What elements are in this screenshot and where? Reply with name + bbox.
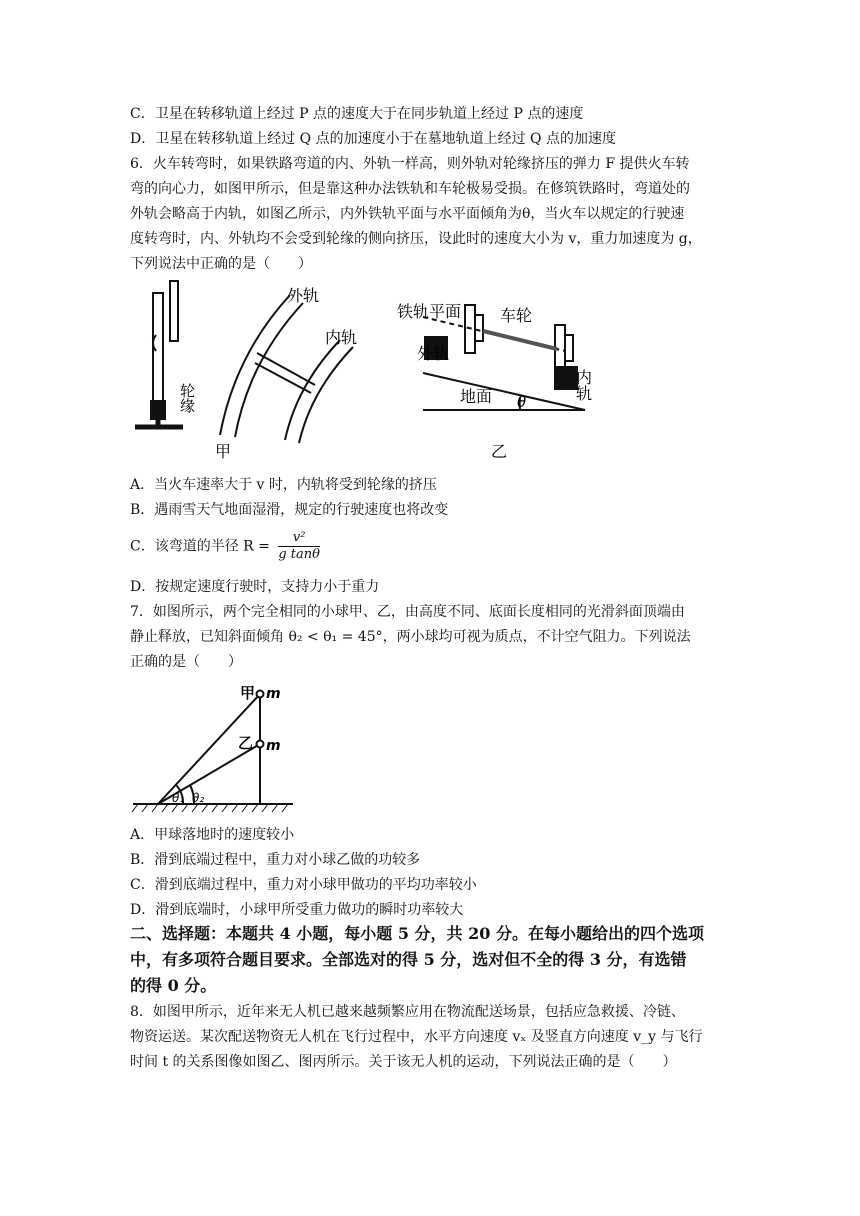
q6-option-c: [130, 530, 320, 563]
label-ball-yi: 乙: [238, 734, 254, 752]
label-jia: 甲: [215, 442, 232, 461]
label-theta2: θ₂: [192, 791, 205, 805]
q8-stem-3: 时间 t 的关系图像如图乙、图丙所示。关于该无人机的运动，下列说法正确的是（ ）: [130, 1054, 677, 1070]
q6-option-b: B．遇雨雪天气地面湿滑，规定的行驶速度也将改变: [130, 502, 449, 518]
section-heading-3: 的得 0 分。: [130, 976, 217, 995]
option-d-prev: D．卫星在转移轨道上经过 Q 点的加速度小于在墓地轨道上经过 Q 点的加速度: [130, 131, 616, 147]
q6-option-c-text: C．该弯道的半径 R =: [130, 538, 270, 555]
label-mass-1: m: [266, 686, 281, 702]
q6-stem-2: 弯的向心力，如图甲所示，但是靠这种办法铁轨和车轮极易受损。在修筑铁路时，弯道处的: [130, 181, 690, 197]
figure-jia: [135, 281, 183, 427]
q6-option-a: A．当火车速率大于 v 时，内轨将受到轮缘的挤压: [130, 477, 437, 493]
q8-stem-1: 8．如图甲所示，近年来无人机已越来越频繁应用在物流配送场景，包括应急救援、冷链、: [130, 1004, 685, 1020]
q6-figure: [125, 275, 625, 465]
q7-option-b: B．滑到底端过程中，重力对小球乙做的功较多: [130, 852, 421, 868]
label-wheel: 车轮: [500, 306, 533, 325]
section-heading-2: 中，有多项符合题目要求。全部选对的得 5 分，选对但不全的得 3 分，有选错: [130, 950, 687, 969]
label-theta1: θ₁: [172, 791, 185, 805]
label-ball-jia: 甲: [240, 684, 256, 702]
label-outer-rail: 外轨: [287, 286, 320, 305]
q7-option-c: C．滑到底端过程中，重力对小球甲做功的平均功率较小: [130, 877, 477, 893]
q6-stem-4: 度转弯时，内、外轨均不会受到轮缘的侧向挤压，设此时的速度大小为 v，重力加速度为 g，: [130, 231, 702, 247]
label-theta: θ: [517, 393, 527, 411]
label-ground: 地面: [460, 387, 493, 406]
formula-numerator: v²: [278, 530, 320, 547]
section-heading-1: 二、选择题：本题共 4 小题，每小题 5 分，共 20 分。在每小题给出的四个选项: [130, 924, 704, 943]
q7-stem-3: 正确的是（ ）: [130, 654, 242, 670]
q6-stem-1: 6．火车转弯时，如果铁路弯道的内、外轨一样高，则外轨对轮缘挤压的弹力 F 提供火车转: [130, 156, 690, 172]
formula-denominator: g tanθ: [278, 547, 320, 562]
q7-stem-2: 静止释放，已知斜面倾角 θ₂ < θ₁ = 45°，两小球均可视为质点，不计空气阻力。下列说法: [130, 629, 691, 645]
option-c-prev: C．卫星在转移轨道上经过 P 点的速度大于在同步轨道上经过 P 点的速度: [130, 106, 584, 122]
formula-radius: [278, 530, 320, 563]
label-rail-plane: 铁轨平面: [397, 302, 462, 321]
q6-stem-3: 外轨会略高于内轨，如图乙所示，内外铁轨平面与水平面倾角为θ，当火车以规定的行驶速: [130, 206, 685, 222]
curved-rails: [220, 295, 353, 443]
q8-stem-2: 物资运送。某次配送物资无人机在飞行过程中，水平方向速度 vₓ 及竖直方向速度 v_y 与飞行: [130, 1029, 703, 1045]
q6-stem-5: 下列说法中正确的是（ ）: [130, 256, 312, 272]
label-outer-rail-2: 外轨: [417, 344, 450, 363]
q7-option-a: A．甲球落地时的速度较小: [130, 827, 295, 843]
label-inner-rail: 内轨: [325, 328, 358, 347]
label-rim: 轮缘: [178, 383, 196, 413]
q6-option-d: D．按规定速度行驶时，支持力小于重力: [130, 579, 380, 595]
q7-stem-1: 7．如图所示，两个完全相同的小球甲、乙，由高度不同、底面长度相同的光滑斜面顶端由: [130, 604, 685, 620]
label-mass-2: m: [266, 738, 281, 754]
label-yi: 乙: [491, 442, 508, 461]
q7-option-d: D．滑到底端时，小球甲所受重力做功的瞬时功率较大: [130, 902, 464, 918]
label-inner-rail-2: 内轨: [573, 369, 593, 401]
q7-figure: [128, 678, 308, 818]
